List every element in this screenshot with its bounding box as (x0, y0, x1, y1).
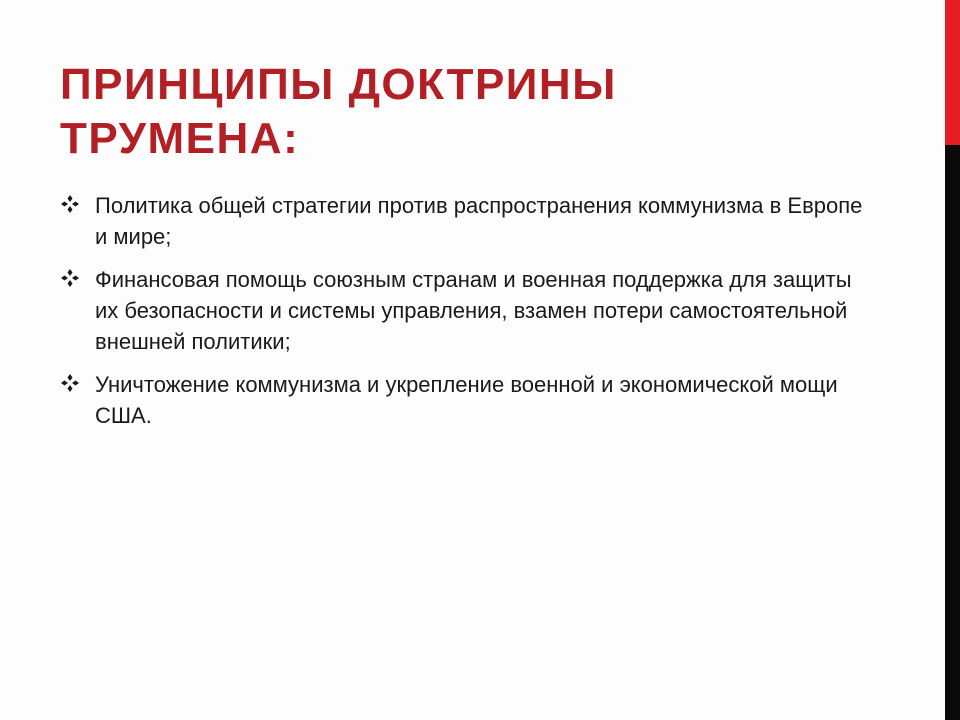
slide-title-line-1: ПРИНЦИПЫ ДОКТРИНЫ (60, 60, 617, 109)
bullet-item (60, 264, 880, 357)
bullet-text: Уничтожение коммунизма и укрепление военной и экономической мощи США. (95, 372, 838, 428)
bullet-list (60, 190, 880, 443)
bullet-text: Финансовая помощь союзным странам и военная поддержка для защиты их безопасности и системы управления, взамен потери самостоятельной внешней политики; (95, 267, 852, 354)
bullet-item (60, 369, 880, 431)
accent-bar-black (945, 145, 960, 720)
bullet-text: Политика общей стратегии против распространения коммунизма в Европе и мире; (95, 193, 863, 249)
diamond-bullet-icon (60, 194, 80, 214)
diamond-bullet-icon (60, 268, 80, 288)
bullet-item (60, 190, 880, 252)
accent-bar-red (945, 0, 960, 145)
slide-title (60, 58, 900, 166)
slide-title-line-2: ТРУМЕНА: (60, 114, 300, 163)
diamond-bullet-icon (60, 373, 80, 393)
